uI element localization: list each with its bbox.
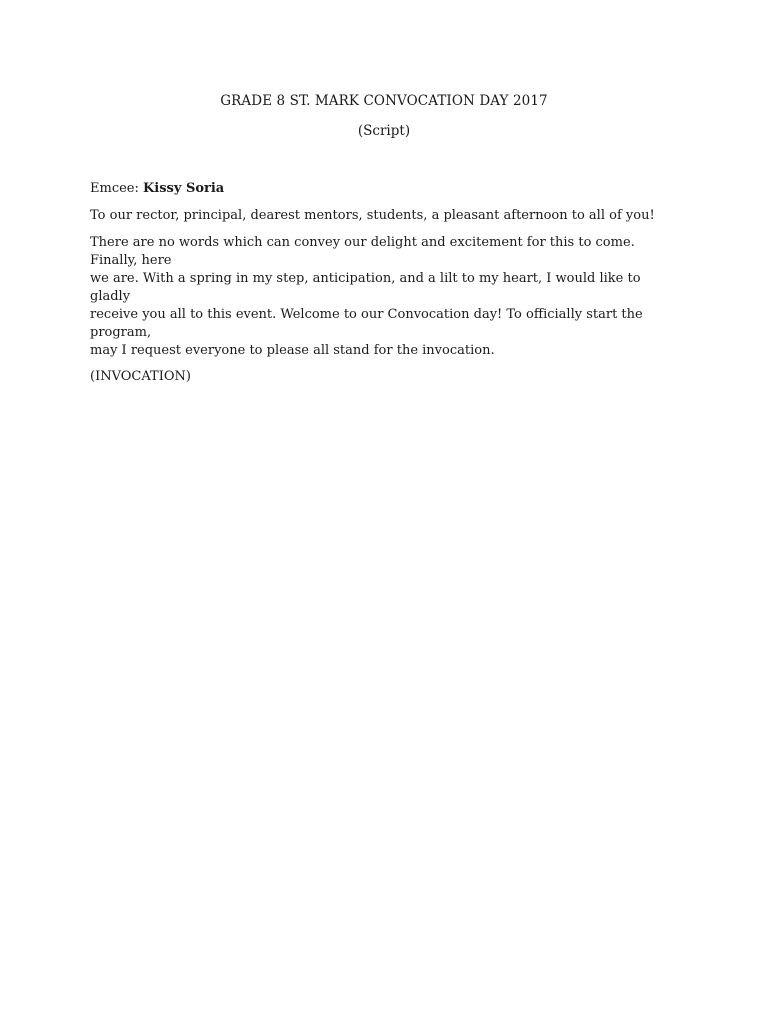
- greeting-paragraph: To our rector, principal, dearest mentors, students, a pleasant afternoon to all of you!: [90, 208, 655, 223]
- script-body: [90, 180, 680, 386]
- emcee-line: [90, 180, 680, 198]
- emcee-name: Kissy Soria: [143, 181, 225, 196]
- invocation-line: (INVOCATION): [90, 369, 191, 384]
- welcome-paragraph: [90, 234, 680, 360]
- emcee-label: Emcee:: [90, 181, 143, 196]
- document-title: GRADE 8 ST. MARK CONVOCATION DAY 2017: [220, 93, 548, 109]
- welcome-line: There are no words which can convey our delight and excitement for this to come. Finally, here: [90, 235, 635, 268]
- document-subtitle: (Script): [357, 123, 411, 139]
- welcome-line: may I request everyone to please all stand for the invocation.: [90, 343, 495, 358]
- welcome-line: receive you all to this event. Welcome to our Convocation day! To officially start the program,: [90, 307, 643, 340]
- welcome-line: we are. With a spring in my step, anticipation, and a lilt to my heart, I would like to gladly: [90, 271, 641, 304]
